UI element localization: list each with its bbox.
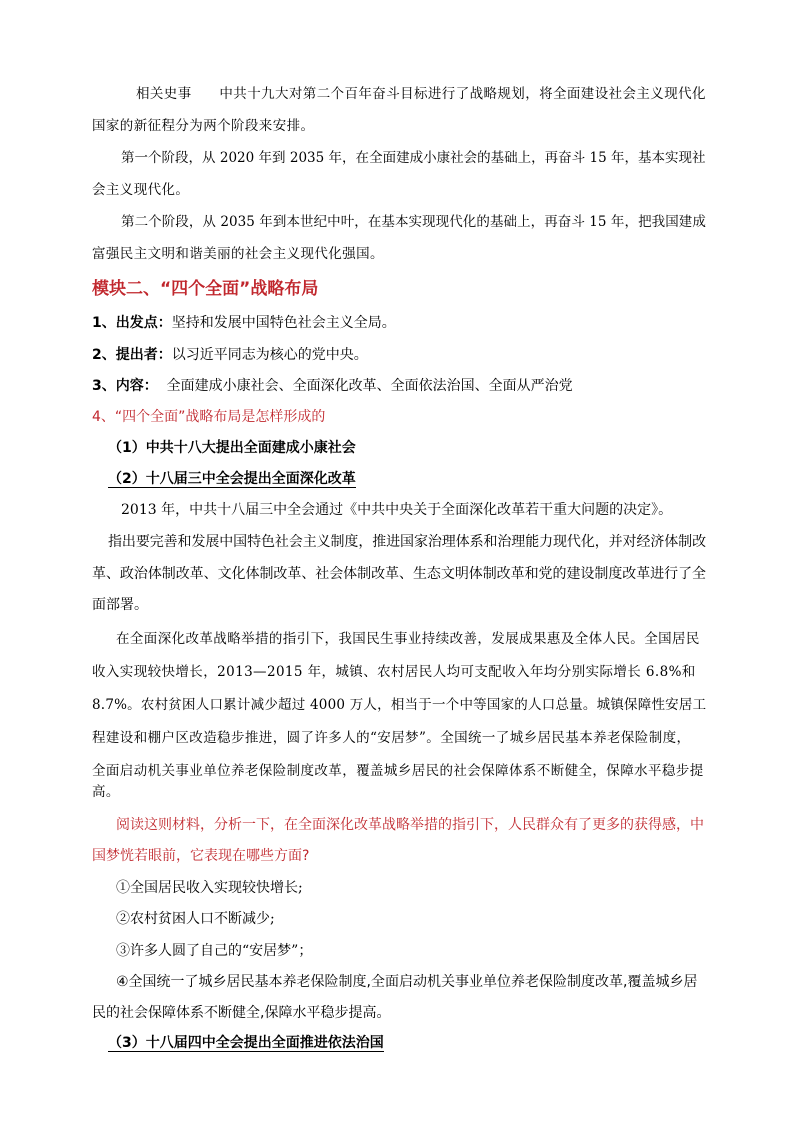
history-para3-line1: 第二个阶段，从 2035 年到本世纪中叶，在基本实现现代化的基础上，再奋斗 15 年，把我国建成 bbox=[121, 214, 706, 230]
history-para1-line1: 相关史事 中共十九大对第二个百年奋斗目标进行了战略规划，将全面建设社会主义现代化 bbox=[136, 86, 706, 102]
material-line2: 收入实现较快增长，2013—2015 年，城镇、农村居民人均可支配收入年均分别实际增长 6.8%和 bbox=[92, 664, 696, 680]
history-para3-line2: 富强民主文明和谐美丽的社会主义现代化强国。 bbox=[92, 246, 384, 262]
item3-text: 全面建成小康社会、全面深化改革、全面依法治国、全面从严治党 bbox=[166, 378, 573, 394]
subsection-1-heading: （1）中共十八大提出全面建成小康社会 bbox=[108, 440, 356, 456]
subsection-2-para2-line1: 指出要完善和发展中国特色社会主义制度，推进国家治理体系和治理能力现代化，并对经济体制改 bbox=[108, 534, 706, 550]
material-line3: 8.7%。农村贫困人口累计减少超过 4000 万人，相当于一个中等国家的人口总量。城镇保障性安居工 bbox=[92, 697, 707, 713]
answer-4-line2: 民的社会保障体系不断健全,保障水平稳步提高。 bbox=[92, 1005, 391, 1021]
module-title: 模块二、“四个全面”战略布局 bbox=[92, 279, 319, 299]
item-starting-point bbox=[92, 312, 396, 332]
history-para2-line2: 会主义现代化。 bbox=[92, 182, 190, 198]
subsection-3-heading-text: （3）十八届四中全会提出全面推进依法治国 bbox=[108, 1035, 384, 1051]
question-line2: 国梦恍若眼前，它表现在哪些方面? bbox=[92, 848, 310, 864]
item-formation-heading: 4、“四个全面”战略布局是怎样形成的 bbox=[92, 409, 326, 425]
material-line6: 高。 bbox=[92, 784, 120, 800]
item2-label: 2、提出者： bbox=[92, 347, 172, 363]
item1-label: 1、出发点： bbox=[92, 315, 172, 331]
subsection-3-heading bbox=[108, 1032, 384, 1052]
material-line1: 在全面深化改革战略举措的指引下，我国民生事业持续改善，发展成果惠及全体人民。全国居民 bbox=[116, 631, 700, 647]
subsection-2-heading bbox=[108, 468, 356, 488]
question-line1: 阅读这则材料，分析一下，在全面深化改革战略举措的指引下，人民群众有了更多的获得感，中 bbox=[116, 817, 704, 833]
answer-2: ②农村贫困人口不断减少; bbox=[116, 911, 275, 927]
item-content bbox=[92, 375, 573, 395]
material-line5: 全面启动机关事业单位养老保险制度改革，覆盖城乡居民的社会保障体系不断健全，保障水平稳步提 bbox=[92, 763, 704, 779]
subsection-2-para2-line3: 面部署。 bbox=[92, 597, 148, 613]
history-para1-line2: 国家的新征程分为两个阶段来安排。 bbox=[92, 118, 315, 134]
item3-label: 3、内容： bbox=[92, 378, 158, 394]
subsection-2-para1: 2013 年，中共十八届三中全会通过《中共中央关于全面深化改革若干重大问题的决定》。 bbox=[121, 502, 673, 518]
item-proposer bbox=[92, 344, 368, 364]
item1-text: 坚持和发展中国特色社会主义全局。 bbox=[171, 315, 396, 331]
answer-1: ①全国居民收入实现较快增长; bbox=[116, 880, 303, 896]
material-line4: 程建设和棚户区改造稳步推进，圆了许多人的“安居梦”。全国统一了城乡居民基本养老保险制度， bbox=[92, 730, 691, 746]
answer-4-line1: ④全国统一了城乡居民基本养老保险制度,全面启动机关事业单位养老保险制度改革,覆盖城乡居 bbox=[116, 974, 698, 990]
history-para2-line1: 第一个阶段，从 2020 年到 2035 年，在全面建成小康社会的基础上，再奋斗 15 年，基本实现社 bbox=[121, 150, 706, 166]
subsection-2-para2-line2: 革、政治体制改革、文化体制改革、社会体制改革、生态文明体制改革和党的建设制度改革进行了全 bbox=[92, 566, 706, 582]
answer-3: ③许多人圆了自己的“安居梦”； bbox=[116, 943, 313, 959]
subsection-2-heading-text: （2）十八届三中全会提出全面深化改革 bbox=[108, 471, 356, 487]
item2-text: 以习近平同志为核心的党中央。 bbox=[171, 347, 368, 363]
